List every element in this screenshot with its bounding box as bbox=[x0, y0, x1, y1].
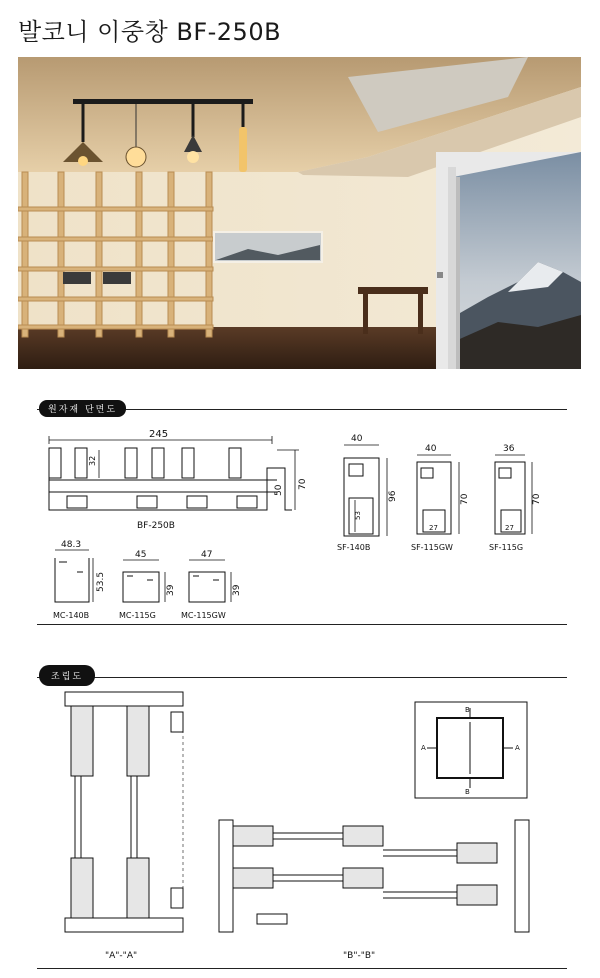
mc115gw-dim-top: 47 bbox=[201, 550, 213, 560]
mc115g-dim-side: 39 bbox=[166, 584, 176, 596]
key-b-top: B bbox=[465, 706, 470, 714]
sf115g-label: SF-115G bbox=[489, 543, 524, 552]
bf-250b-profile bbox=[49, 436, 299, 510]
sf115gw-dim-a: 70 bbox=[460, 493, 470, 505]
sf115gw-label: SF-115GW bbox=[411, 543, 453, 552]
sf115g-dim-top: 36 bbox=[503, 444, 515, 454]
mc140b-label: MC-140B bbox=[53, 611, 90, 620]
bf-dim-width: 245 bbox=[149, 429, 169, 440]
sf140b-label: SF-140B bbox=[337, 543, 371, 552]
bf-dim-h2: 70 bbox=[298, 478, 308, 490]
mc115gw-dim-side: 39 bbox=[232, 584, 242, 596]
sf-140b-profile bbox=[344, 445, 387, 536]
sf-115g-profile bbox=[495, 455, 532, 534]
bf-dim-h1: 50 bbox=[274, 484, 284, 496]
section-b-b-drawing bbox=[219, 820, 529, 932]
bf-dim-inner: 32 bbox=[88, 455, 97, 466]
profile-section-badge: 원자재 단면도 bbox=[39, 400, 126, 417]
mc-115g-profile bbox=[123, 560, 165, 602]
assembly-drawings bbox=[37, 678, 567, 968]
sf115g-dim-a: 70 bbox=[532, 493, 542, 505]
bf-label: BF-250B bbox=[137, 521, 175, 531]
sf115gw-dim-b: 27 bbox=[429, 524, 438, 532]
section-b-b-label: "B"-"B" bbox=[343, 951, 376, 961]
key-a-left: A bbox=[421, 744, 426, 752]
sf-115gw-profile bbox=[417, 455, 459, 534]
elevation-key-drawing bbox=[415, 702, 527, 798]
mc-140b-profile bbox=[55, 550, 93, 602]
assembly-section-badge: 조립도 bbox=[39, 665, 95, 686]
mc115g-dim-top: 45 bbox=[135, 550, 147, 560]
sf140b-dim-a: 96 bbox=[388, 490, 398, 502]
mc-115gw-profile bbox=[189, 560, 231, 602]
sf115g-dim-b: 27 bbox=[505, 524, 514, 532]
section-a-a-label: "A"-"A" bbox=[105, 951, 138, 961]
page-title: 발코니 이중창 BF-250B bbox=[18, 18, 282, 46]
key-a-right: A bbox=[515, 744, 520, 752]
mc115g-label: MC-115G bbox=[119, 611, 156, 620]
sf115gw-dim-top: 40 bbox=[425, 444, 437, 454]
mc140b-dim-side: 53.5 bbox=[96, 571, 106, 592]
profile-drawings bbox=[37, 410, 567, 624]
interior-photo bbox=[18, 57, 581, 369]
sf140b-dim-b: 53 bbox=[354, 511, 362, 520]
section-a-a-drawing bbox=[65, 692, 183, 932]
mc115gw-label: MC-115GW bbox=[181, 611, 226, 620]
profile-section bbox=[37, 405, 567, 625]
key-b-bottom: B bbox=[465, 788, 470, 796]
mc140b-dim-top: 48.3 bbox=[61, 540, 82, 550]
sf140b-dim-top: 40 bbox=[351, 434, 363, 444]
assembly-section bbox=[37, 672, 567, 969]
